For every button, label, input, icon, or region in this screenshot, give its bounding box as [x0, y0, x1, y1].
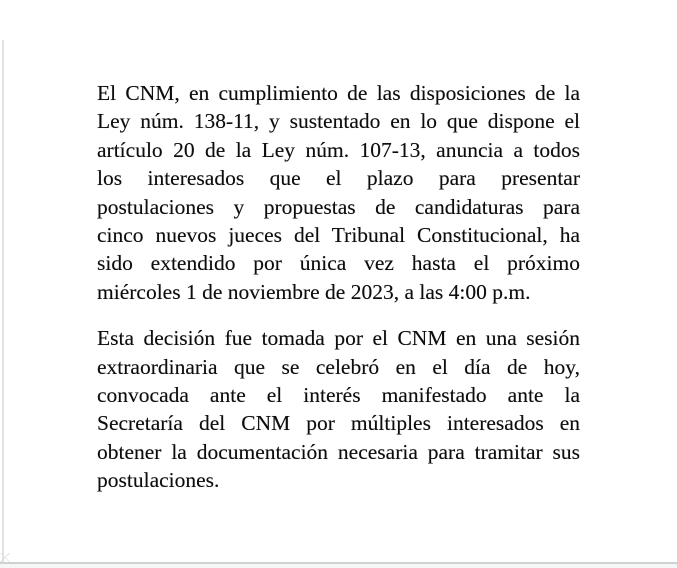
text-line: cinco nuevos jueces del Tribunal Constitucional, ha — [97, 222, 580, 247]
scan-corner-artifact — [0, 553, 10, 562]
text-line: los interesados que el plazo para presentar — [97, 166, 580, 191]
notice-text-block — [97, 79, 580, 494]
notice-paragraph-2 — [97, 324, 580, 494]
text-line: miércoles 1 de noviembre de 2023, a las 4:00 p.m. — [97, 279, 531, 304]
text-line: Secretaría del CNM por múltiples interesados en — [97, 411, 580, 436]
page-left-edge-line — [2, 40, 4, 562]
text-line: artículo 20 de la Ley núm. 107-13, anuncia a todos — [97, 137, 580, 162]
notice-paragraph-1 — [97, 79, 580, 306]
text-line: postulaciones. — [97, 468, 220, 493]
text-line: extraordinaria que se celebró en el día de hoy, — [97, 354, 580, 379]
text-line: sido extendido por única vez hasta el próximo — [97, 251, 580, 276]
text-line: obtener la documentación necesaria para tramitar sus — [97, 439, 580, 464]
page-bottom-edge-strip — [0, 564, 677, 568]
text-line: El CNM, en cumplimiento de las disposiciones de la — [97, 81, 580, 105]
text-line: postulaciones y propuestas de candidaturas para — [97, 194, 580, 219]
text-line: convocada ante el interés manifestado ante la — [97, 382, 580, 407]
text-line: Ley núm. 138-11, y sustentado en lo que dispone el — [97, 109, 580, 134]
text-line: Esta decisión fue tomada por el CNM en una sesión — [97, 326, 580, 351]
